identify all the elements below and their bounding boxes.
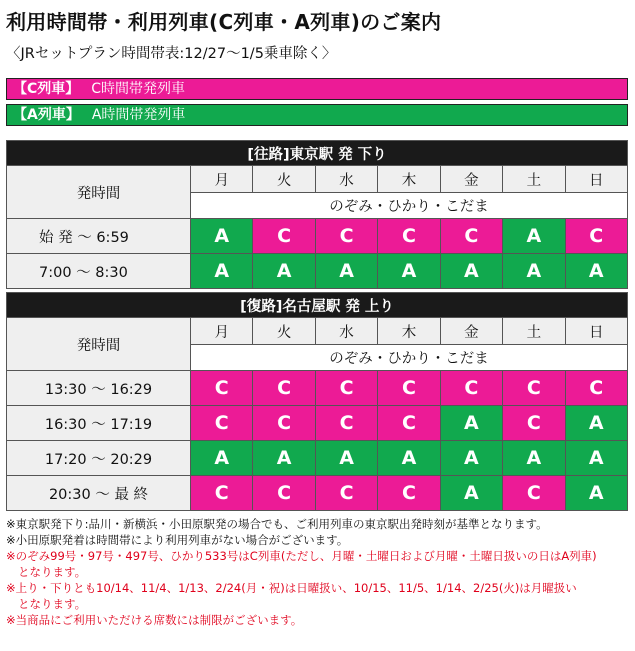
notes (6, 516, 631, 628)
inbound-cell: C (378, 406, 440, 441)
inbound-cell: C (378, 476, 440, 511)
inbound-row (7, 371, 628, 406)
legend-a-text: A時間帯発列車 (91, 107, 186, 123)
inbound-day-wed: 水 (315, 318, 377, 345)
outbound-cell: A (440, 254, 502, 289)
outbound-time: 始 発 〜 6:59 (7, 219, 191, 254)
outbound-cell: A (253, 254, 315, 289)
inbound-cell: C (253, 371, 315, 406)
outbound-trains: のぞみ・ひかり・こだま (191, 193, 628, 219)
inbound-day-fri: 金 (440, 318, 502, 345)
inbound-cell: C (440, 371, 502, 406)
outbound-day-sat: 土 (503, 166, 565, 193)
inbound-cell: A (440, 476, 502, 511)
note-item: ※当商品にご利用いただける席数には制限がございます。 (6, 613, 303, 627)
outbound-cell: C (440, 219, 502, 254)
inbound-time-label: 発時間 (7, 318, 191, 371)
inbound-cell: A (565, 406, 627, 441)
inbound-header: [復路]名古屋駅 発 上り (7, 293, 628, 318)
inbound-timetable (6, 292, 628, 511)
inbound-cell: C (565, 371, 627, 406)
inbound-cell: A (565, 441, 627, 476)
outbound-cell: A (503, 219, 565, 254)
inbound-cell: A (503, 441, 565, 476)
legend-c-tag: 【C列車】 (13, 81, 80, 97)
note-item: ※のぞみ99号・97号・497号、ひかり533号はC列車(ただし、月曜・土曜日および月曜・土曜日扱いの日はA列車) (6, 549, 597, 563)
inbound-cell: C (191, 371, 253, 406)
inbound-cell: C (315, 406, 377, 441)
inbound-cell: C (191, 406, 253, 441)
page-title: 利用時間帯・利用列車(C列車・A列車)のご案内 (6, 10, 442, 34)
inbound-cell: A (440, 441, 502, 476)
outbound-cell: A (191, 254, 253, 289)
outbound-header: [往路]東京駅 発 下り (7, 141, 628, 166)
inbound-cell: C (253, 476, 315, 511)
inbound-day-tue: 火 (253, 318, 315, 345)
inbound-trains: のぞみ・ひかり・こだま (191, 345, 628, 371)
outbound-cell: A (503, 254, 565, 289)
inbound-cell: C (378, 371, 440, 406)
outbound-day-fri: 金 (440, 166, 502, 193)
inbound-cell: A (378, 441, 440, 476)
inbound-time: 16:30 〜 17:19 (7, 406, 191, 441)
inbound-cell: A (440, 406, 502, 441)
outbound-time: 7:00 〜 8:30 (7, 254, 191, 289)
legend-a-tag: 【A列車】 (13, 107, 80, 123)
outbound-time-label: 発時間 (7, 166, 191, 219)
inbound-cell: C (315, 371, 377, 406)
inbound-cell: C (253, 406, 315, 441)
note-item: となります。 (18, 565, 87, 579)
outbound-cell: C (565, 219, 627, 254)
inbound-cell: C (315, 476, 377, 511)
outbound-cell: A (565, 254, 627, 289)
outbound-day-tue: 火 (253, 166, 315, 193)
note-item: ※上り・下りとも10/14、11/4、1/13、2/24(月・祝)は日曜扱い、10/15、11/5、1/14、2/25(火)は月曜扱い (6, 581, 577, 595)
outbound-row (7, 254, 628, 289)
inbound-day-sat: 土 (503, 318, 565, 345)
inbound-cell: A (253, 441, 315, 476)
outbound-cell: A (191, 219, 253, 254)
inbound-cell: C (191, 476, 253, 511)
inbound-row (7, 476, 628, 511)
outbound-day-sun: 日 (565, 166, 627, 193)
outbound-timetable (6, 140, 628, 289)
inbound-day-mon: 月 (191, 318, 253, 345)
note-item: ※東京駅発下り:品川・新横浜・小田原駅発の場合でも、ご利用列車の東京駅出発時刻が基準となります。 (6, 517, 548, 531)
outbound-cell: A (378, 254, 440, 289)
inbound-cell: A (191, 441, 253, 476)
outbound-day-mon: 月 (191, 166, 253, 193)
legend-a-train (6, 104, 628, 126)
inbound-cell: A (565, 476, 627, 511)
outbound-day-thu: 木 (378, 166, 440, 193)
legend-c-train (6, 78, 628, 100)
inbound-row (7, 441, 628, 476)
inbound-cell: C (503, 406, 565, 441)
page-subtitle: 〈JRセットプラン時間帯表:12/27〜1/5乗車除く〉 (6, 46, 337, 62)
outbound-cell: C (253, 219, 315, 254)
outbound-cell: C (315, 219, 377, 254)
inbound-cell: A (315, 441, 377, 476)
outbound-cell: C (378, 219, 440, 254)
outbound-day-wed: 水 (315, 166, 377, 193)
inbound-day-sun: 日 (565, 318, 627, 345)
inbound-cell: C (503, 371, 565, 406)
inbound-day-thu: 木 (378, 318, 440, 345)
note-item: となります。 (18, 597, 87, 611)
note-item: ※小田原駅発着は時間帯により利用列車がない場合がございます。 (6, 533, 349, 547)
inbound-cell: C (503, 476, 565, 511)
inbound-time: 20:30 〜 最 終 (7, 476, 191, 511)
inbound-time: 13:30 〜 16:29 (7, 371, 191, 406)
legend-c-text: C時間帯発列車 (91, 81, 186, 97)
outbound-row (7, 219, 628, 254)
inbound-time: 17:20 〜 20:29 (7, 441, 191, 476)
inbound-row (7, 406, 628, 441)
outbound-cell: A (315, 254, 377, 289)
